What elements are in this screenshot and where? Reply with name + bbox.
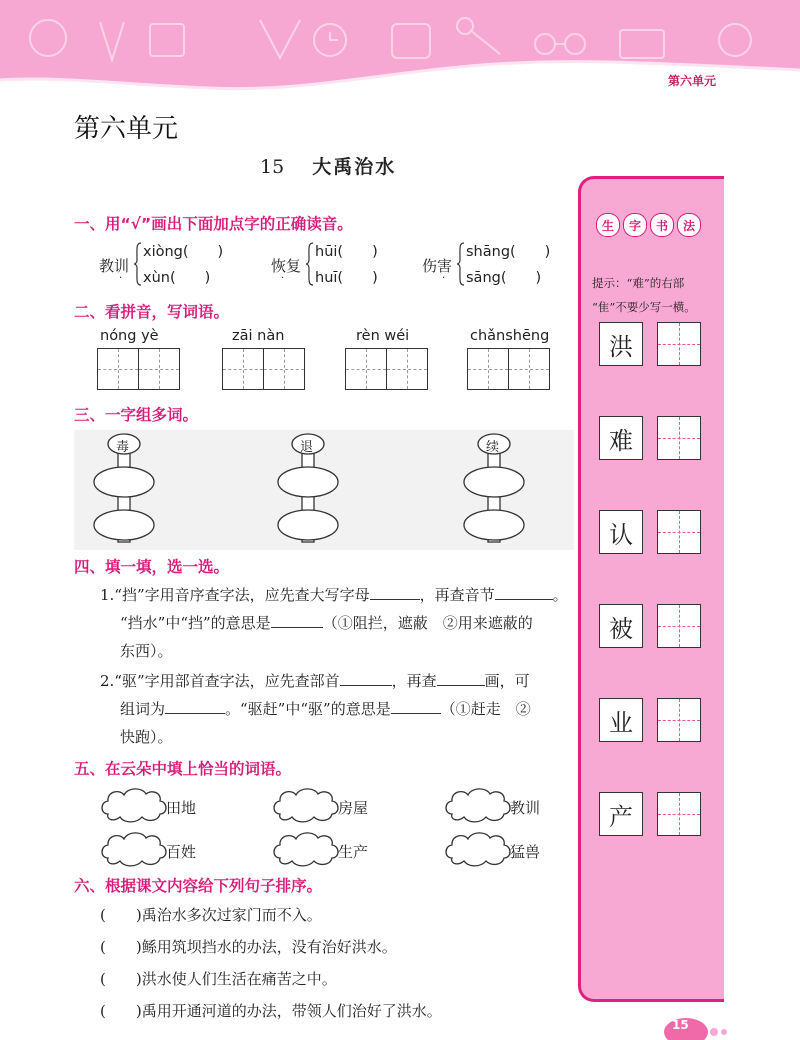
badge-char: 生 [596,213,620,237]
answer-blank[interactable] [495,585,553,600]
lesson-name: 大禹治水 [312,156,397,178]
q4-text: 。“驱赶”中“驱”的意思是 [225,700,391,718]
grid-cell[interactable] [386,348,428,390]
q2-pinyin: chǎnshēng [470,328,550,344]
q1-dot: · [281,273,285,284]
q4-line [120,612,533,633]
q2-writing-grid[interactable] [222,348,305,390]
model-char: 洪 [599,322,643,366]
answer-blank[interactable] [391,699,441,714]
q4-text: ，再查音节 [419,586,495,604]
grid-cell[interactable] [97,348,139,390]
sidebar-badge [596,213,701,237]
section-4-title: 四、填一填，选一选。 [74,558,230,576]
lesson-number: 15 [260,156,285,178]
practice-box[interactable] [657,604,701,648]
q1-option[interactable]: hūi( ) [315,244,378,260]
answer-blank[interactable] [437,671,485,686]
q4-text: 画，可 [484,672,530,690]
q4-line [120,698,531,719]
q1-word: 伤害 [422,257,453,275]
q1-option[interactable]: huī( ) [315,270,378,286]
cloud-blank[interactable] [98,786,168,826]
q4-text: （①赶走 ② [440,700,531,718]
cloud-blank[interactable] [442,830,512,870]
unit-title: 第六单元 [74,114,179,144]
unit-badge: 第六单元 [668,74,717,88]
cloud-blank[interactable] [98,830,168,870]
order-item[interactable]: ( )洪水使人们生活在痛苦之中。 [100,970,337,988]
q1-word: 恢复 [271,257,302,275]
q4-text: “挡水”中“挡”的意思是 [120,614,271,632]
q4-text: 1.“挡”字用音序查字法，应先查大写字母 [100,586,370,604]
model-char: 被 [599,604,643,648]
section-5-title: 五、在云朵中填上恰当的词语。 [74,760,292,778]
section-2-title: 二、看拼音，写词语。 [74,303,230,321]
q4-line: 快跑）。 [120,728,173,746]
practice-box[interactable] [657,698,701,742]
grid-cell[interactable] [345,348,387,390]
grid-cell[interactable] [467,348,509,390]
answer-blank[interactable] [340,671,392,686]
q1-row [99,240,569,290]
cloud-blank[interactable] [270,786,340,826]
q1-dot: · [119,273,123,284]
grid-cell[interactable] [138,348,180,390]
brace-icon [456,242,466,286]
cloud-blank[interactable] [270,830,340,870]
cloud-blank[interactable] [442,786,512,826]
model-char: 业 [599,698,643,742]
order-item[interactable]: ( )鲧用筑坝挡水的办法，没有治好洪水。 [100,938,397,956]
q4-line [100,584,568,605]
brace-icon [305,242,315,286]
q2-writing-grid[interactable] [467,348,550,390]
cloud-word: 教训 [510,799,541,817]
q1-option[interactable]: xùn( ) [143,270,211,286]
q3-char: 退 [300,440,314,455]
brace-icon [133,242,143,286]
badge-char: 书 [650,213,674,237]
cloud-word: 房屋 [338,799,369,817]
order-item[interactable]: ( )禹用开通河道的办法，带领人们治好了洪水。 [100,1002,442,1020]
page-number-tab [656,1010,736,1040]
q1-dot: · [442,273,446,284]
practice-box[interactable] [657,322,701,366]
q4-text: （①阻拦，遮蔽 ②用来遮蔽的 [322,614,533,632]
order-item[interactable]: ( )禹治水多次过家门而不入。 [100,906,322,924]
section-6-title: 六、根据课文内容给下列句子排序。 [74,877,323,895]
model-char: 产 [599,792,643,836]
cloud-word: 田地 [166,799,197,817]
answer-blank[interactable] [370,585,420,600]
q3-char: 续 [486,440,500,455]
cloud-word: 生产 [338,843,369,861]
q4-text: 。 [552,586,568,604]
q2-writing-grid[interactable] [345,348,428,390]
lesson-title [260,152,396,179]
q3-char: 毒 [116,440,130,455]
q4-line [100,670,530,691]
q1-option[interactable]: xiòng( ) [143,244,224,260]
q4-text: ，再查 [391,672,437,690]
sidebar-hint [592,271,722,319]
grid-cell[interactable] [222,348,264,390]
badge-char: 字 [623,213,647,237]
q2-pinyin: zāi nàn [232,328,285,344]
hint-line: “隹”不要少写一横。 [592,300,696,314]
q2-pinyin: rèn wéi [356,328,410,344]
section-3-title: 三、一字组多词。 [74,406,199,424]
cloud-word: 猛兽 [510,843,541,861]
practice-box[interactable] [657,416,701,460]
grid-cell[interactable] [263,348,305,390]
q4-text: 组词为 [120,700,166,718]
hint-line: 提示：“难”的右部 [592,276,685,290]
practice-box[interactable] [657,510,701,554]
header-band [0,0,800,110]
section-1-title: 一、用“√”画出下面加点字的正确读音。 [74,215,353,233]
badge-char: 法 [677,213,701,237]
practice-box[interactable] [657,792,701,836]
q4-text: 2.“驱”字用部首查字法，应先查部首 [100,672,340,690]
model-char: 认 [599,510,643,554]
answer-blank[interactable] [165,699,225,714]
q1-word: 教训 [99,257,130,275]
q1-option[interactable]: shāng( ) [466,244,551,260]
q1-option[interactable]: sāng( ) [466,270,542,286]
cloud-word: 百姓 [166,843,197,861]
model-char: 难 [599,416,643,460]
grid-cell[interactable] [508,348,550,390]
answer-blank[interactable] [271,613,323,628]
q4-line: 东西）。 [120,642,173,660]
page-number: 15 [672,1018,689,1032]
q2-pinyin: nóng yè [100,328,159,344]
q2-writing-grid[interactable] [97,348,180,390]
